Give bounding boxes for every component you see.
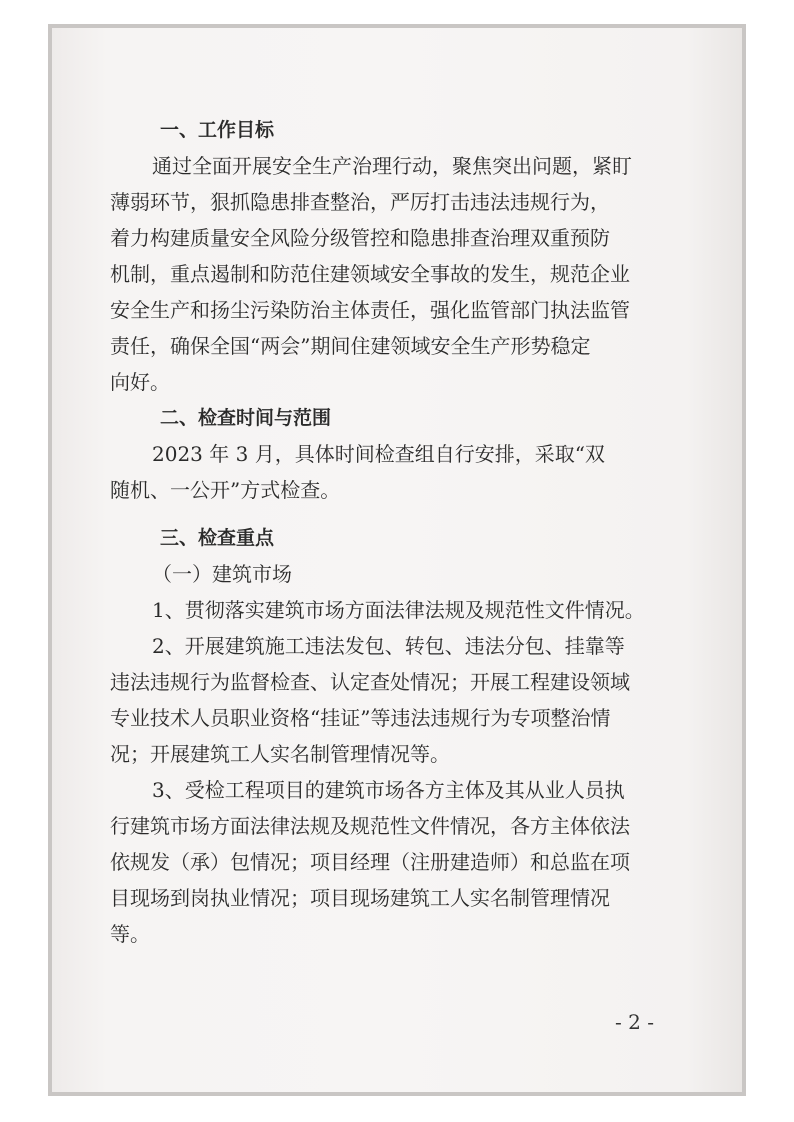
paragraph-line: 行建筑市场方面法律法规及规范性文件情况，各方主体依法 bbox=[110, 814, 630, 838]
paragraph-line: 向好。 bbox=[110, 370, 170, 394]
paragraph-line: 况；开展建筑工人实名制管理情况等。 bbox=[110, 742, 450, 766]
paragraph-line: 3、受检工程项目的建筑市场各方主体及其从业人员执 bbox=[152, 778, 625, 802]
paragraph-line: 依规发（承）包情况；项目经理（注册建造师）和总监在项 bbox=[110, 850, 630, 874]
paragraph-line: 随机、一公开”方式检查。 bbox=[110, 478, 341, 502]
page-number: - 2 - bbox=[615, 1010, 654, 1034]
paragraph-line: 2023 年 3 月，具体时间检查组自行安排，采取“双 bbox=[152, 442, 605, 466]
section-heading-inspection-focus: 三、检查重点 bbox=[160, 527, 275, 549]
paragraph-line: 等。 bbox=[110, 922, 150, 946]
section-heading-work-goals: 一、工作目标 bbox=[160, 119, 275, 141]
document-body bbox=[110, 112, 670, 952]
paragraph-line: 专业技术人员职业资格“挂证”等违法违规行为专项整治情 bbox=[110, 706, 611, 730]
list-item-1: 1、贯彻落实建筑市场方面法律法规及规范性文件情况。 bbox=[152, 598, 645, 622]
paragraph-line: 2、开展建筑施工违法发包、转包、违法分包、挂靠等 bbox=[152, 634, 625, 658]
subsection-heading-construction-market: （一）建筑市场 bbox=[152, 562, 292, 586]
paragraph-line: 机制，重点遏制和防范住建领域安全事故的发生，规范企业 bbox=[110, 262, 630, 286]
paragraph-line: 责任，确保全国“两会”期间住建领域安全生产形势稳定 bbox=[110, 334, 591, 358]
paragraph-line: 着力构建质量安全风险分级管控和隐患排查治理双重预防 bbox=[110, 226, 610, 250]
section-heading-time-scope: 二、检查时间与范围 bbox=[160, 407, 332, 429]
paragraph-line: 安全生产和扬尘污染防治主体责任，强化监管部门执法监管 bbox=[110, 298, 630, 322]
paragraph-line: 薄弱环节，狠抓隐患排查整治，严厉打击违法违规行为， bbox=[110, 190, 610, 214]
paragraph-line: 通过全面开展安全生产治理行动，聚焦突出问题，紧盯 bbox=[152, 154, 632, 178]
paragraph-line: 目现场到岗执业情况；项目现场建筑工人实名制管理情况 bbox=[110, 886, 610, 910]
paragraph-line: 违法违规行为监督检查、认定查处情况；开展工程建设领域 bbox=[110, 670, 630, 694]
